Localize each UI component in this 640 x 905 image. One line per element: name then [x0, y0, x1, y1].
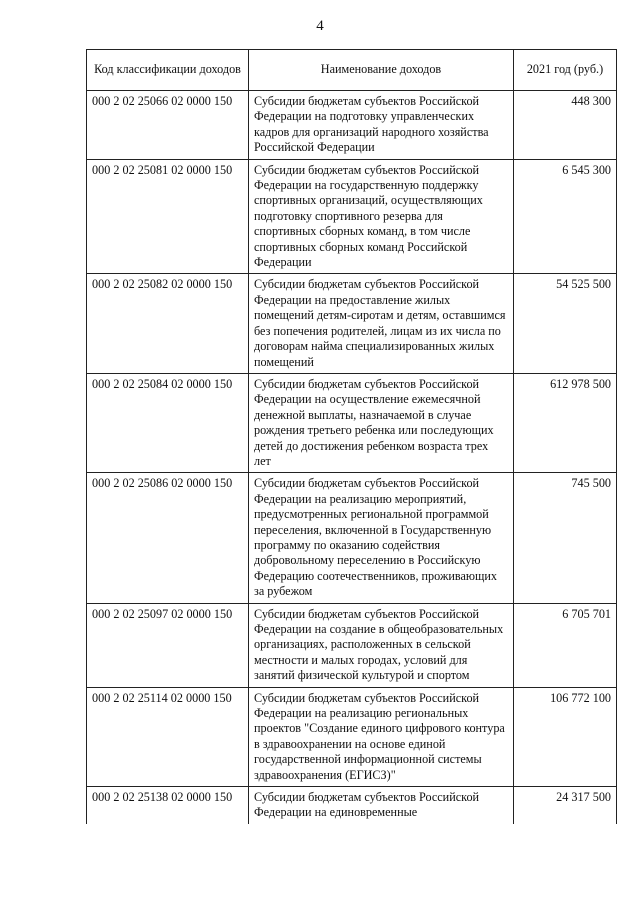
revenue-code: 000 2 02 25114 02 0000 150 [87, 687, 249, 786]
revenue-amount: 448 300 [514, 91, 617, 160]
revenue-amount: 24 317 500 [514, 787, 617, 824]
revenue-name: Субсидии бюджетам субъектов Российской Федерации на единовременные [249, 787, 514, 824]
page-number: 4 [316, 18, 324, 34]
table-row [87, 787, 617, 824]
table-row [87, 91, 617, 160]
header-amount: 2021 год (руб.) [514, 50, 617, 91]
revenue-amount: 745 500 [514, 473, 617, 603]
table-row [87, 603, 617, 687]
revenue-name: Субсидии бюджетам субъектов Российской Федерации на подготовку управленческих кадров для организаций народного хозяйства Российской Федерации [249, 91, 514, 160]
revenue-amount: 612 978 500 [514, 373, 617, 472]
revenue-name: Субсидии бюджетам субъектов Российской Федерации на создание в общеобразовательных организациях, расположенных в сельской местности и малых городах, условий для занятий физической культурой и спортом [249, 603, 514, 687]
table-row [87, 274, 617, 373]
revenue-code: 000 2 02 25086 02 0000 150 [87, 473, 249, 603]
revenue-code: 000 2 02 25081 02 0000 150 [87, 159, 249, 274]
revenue-code: 000 2 02 25097 02 0000 150 [87, 603, 249, 687]
table-row [87, 159, 617, 274]
table-row [87, 373, 617, 472]
revenue-table [86, 49, 617, 824]
revenue-name: Субсидии бюджетам субъектов Российской Федерации на реализацию мероприятий, предусмотренных региональной программой переселения, включенной в Государственную программу по оказанию содействия добровольному переселению в Российскую Федерацию соотечественников, проживающих за рубежом [249, 473, 514, 603]
table-row [87, 687, 617, 786]
revenue-code: 000 2 02 25082 02 0000 150 [87, 274, 249, 373]
revenue-code: 000 2 02 25066 02 0000 150 [87, 91, 249, 160]
revenue-amount: 54 525 500 [514, 274, 617, 373]
revenue-amount: 106 772 100 [514, 687, 617, 786]
revenue-name: Субсидии бюджетам субъектов Российской Федерации на реализацию региональных проектов "Создание единого цифрового контура в здравоохранении на основе единой государственной информационной системы здравоохранения (ЕГИСЗ)" [249, 687, 514, 786]
header-code: Код классификации доходов [87, 50, 249, 91]
header-name: Наименование доходов [249, 50, 514, 91]
revenue-name: Субсидии бюджетам субъектов Российской Федерации на государственную поддержку спортивных организаций, осуществляющих подготовку спортивного резерва для спортивных сборных команд, в том числе спортивных сборных команд Российской Федерации [249, 159, 514, 274]
revenue-name: Субсидии бюджетам субъектов Российской Федерации на осуществление ежемесячной денежной выплаты, назначаемой в случае рождения третьего ребенка или последующих детей до достижения ребенком возраста трех лет [249, 373, 514, 472]
table-header-row [87, 50, 617, 91]
revenue-amount: 6 545 300 [514, 159, 617, 274]
revenue-code: 000 2 02 25138 02 0000 150 [87, 787, 249, 824]
table-row [87, 473, 617, 603]
revenue-code: 000 2 02 25084 02 0000 150 [87, 373, 249, 472]
revenue-name: Субсидии бюджетам субъектов Российской Федерации на предоставление жилых помещений детям-сиротам и детям, оставшимся без попечения родителей, лицам из их числа по договорам найма специализированных жилых помещений [249, 274, 514, 373]
revenue-amount: 6 705 701 [514, 603, 617, 687]
